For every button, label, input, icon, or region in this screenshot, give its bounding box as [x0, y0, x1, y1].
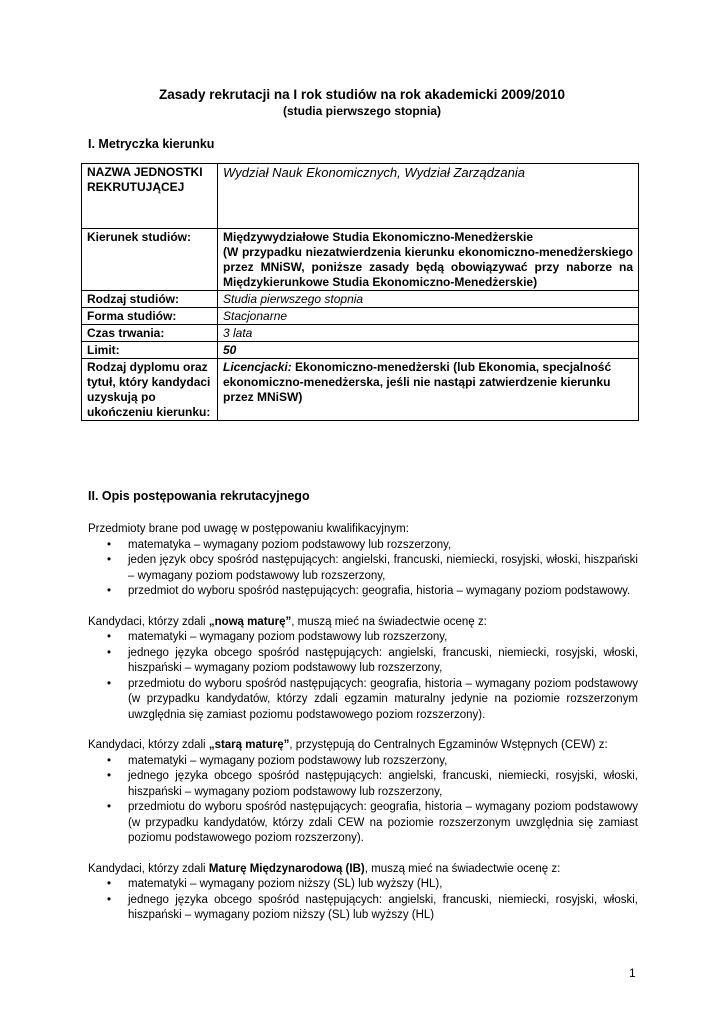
dyplom-prefix: Licencjacki:	[223, 360, 292, 374]
nowa-matura-paragraph	[88, 615, 638, 631]
list-item-text: matematyki – wymagany poziom podstawowy lub rozszerzony,	[128, 754, 448, 767]
table-row	[82, 359, 639, 421]
bullet-icon: •	[107, 893, 112, 906]
page-number: 1	[629, 966, 636, 980]
paragraph-text: Kandydaci, którzy zdali	[88, 862, 209, 875]
dyplom-value: Ekonomiczno-menedżerski (lub Ekonomia, specjalność ekonomiczno-menedżerska, jeśli nie nastąpi zatwierdzenie kierunku przez MNiSW)	[223, 360, 612, 404]
list-item	[107, 677, 638, 724]
paragraph-bold-text: „starą maturę”	[208, 739, 290, 751]
stara-matura-paragraph	[88, 738, 638, 754]
bullet-icon: •	[107, 631, 112, 643]
list-item-text: matematyka – wymagany poziom podstawowy lub rozszerzony,	[128, 538, 452, 551]
list-item-text: matematyki – wymagany poziom niższy (SL) lub wyższy (HL),	[128, 878, 443, 890]
list-item	[107, 538, 638, 554]
forma-label: Forma studiów:	[82, 308, 218, 325]
paragraph-bold-text: Maturę Międzynarodową (IB)	[208, 862, 365, 875]
section-body	[88, 522, 638, 939]
table-row	[82, 229, 639, 291]
list-item	[107, 800, 638, 847]
list-item-text: jednego języka obcego spośród następujących: angielski, francuski, niemiecki, rosyjski, włoski, hiszpański – wymagany poziom podstawowy lub rozszerzony,	[128, 770, 638, 798]
list-item	[107, 584, 638, 600]
table-row	[82, 164, 639, 229]
section-heading-opis: II. Opis postępowania rekrutacyjnego	[88, 489, 310, 503]
nowa-matura-list	[88, 630, 638, 723]
list-item-text: jednego języka obcego spośród następujących: angielski, francuski, niemiecki, rosyjski, włoski, hiszpański – wymagany poziom podstawowy lub rozszerzony,	[128, 646, 638, 674]
rodzaj-label: Rodzaj studiów:	[82, 291, 218, 308]
ib-matura-paragraph	[88, 862, 638, 878]
limit-value: 50	[218, 342, 639, 359]
bullet-icon: •	[107, 770, 112, 782]
dyplom-cell	[218, 359, 639, 421]
bullet-icon: •	[107, 878, 112, 890]
intro-paragraph: Przedmioty brane pod uwagę w postępowaniu kwalifikacyjnym:	[88, 523, 409, 535]
bullet-icon: •	[107, 677, 112, 690]
kierunek-label: Kierunek studiów:	[82, 229, 218, 291]
paragraph-bold-text: „nową maturę”	[208, 615, 292, 628]
list-item-text: przedmiot do wyboru spośród następujących: geografia, historia – wymagany poziom podstawowy.	[128, 585, 631, 597]
paragraph-text: , muszą mieć na świadectwie ocenę z:	[291, 615, 487, 628]
paragraph-text: , przystępują do Centralnych Egzaminów Wstępnych (CEW) z:	[289, 739, 608, 751]
list-item-text: przedmiotu do wyboru spośród następujących: geografia, historia – wymagany poziom podstawowy (w przypadku kandydatów, którzy zdali egzamin maturalny jedynie na poziomie rozszerzonym uwzględnia się zamiast poziomu podstawowego poziom rozszerzony).	[128, 677, 638, 721]
forma-value: Stacjonarne	[218, 308, 639, 325]
nazwa-label: NAZWA JEDNOSTKI REKRUTUJĄCEJ	[82, 164, 218, 229]
section-heading-metryczka: I. Metryczka kierunku	[88, 137, 215, 151]
list-item	[107, 553, 638, 584]
limit-label: Limit:	[82, 342, 218, 359]
bullet-icon: •	[107, 646, 112, 659]
kierunek-value: Międzywydziałowe Studia Ekonomiczno-Menedżerskie	[223, 230, 534, 244]
bullet-icon: •	[107, 585, 112, 597]
kierunek-cell	[218, 229, 639, 291]
list-item-text: przedmiotu do wyboru spośród następujących: geografia, historia – wymagany poziom podstawowy (w przypadku kandydatów, którzy zdali CEW na poziomie rozszerzonym uwzględnia się zamiast poziomu podstawowego poziom rozszerzony).	[128, 801, 638, 844]
list-item	[107, 754, 638, 770]
nazwa-value: Wydział Nauk Ekonomicznych, Wydział Zarządzania	[218, 164, 639, 229]
metryczka-table	[81, 163, 639, 421]
list-item-text: jednego języka obcego spośród następujących: angielski, francuski, niemiecki, rosyjski, włoski, hiszpański – wymagany poziom niższy (SL) lub wyższy (HL)	[128, 893, 638, 921]
bullet-icon: •	[107, 754, 112, 767]
kierunek-note: (W przypadku niezatwierdzenia kierunku ekonomiczno-menedżerskiego przez MNiSW, poniższe zasady będą obowiązywać przy naborze na Międzykierunkowe Studia Ekonomiczno-Menedżerskie)	[223, 245, 633, 289]
document-subtitle: (studia pierwszego stopnia)	[282, 104, 441, 118]
list-item	[107, 646, 638, 677]
list-item	[107, 769, 638, 800]
table-row	[82, 291, 639, 308]
list-item	[107, 630, 638, 646]
list-item-text: matematyki – wymagany poziom podstawowy lub rozszerzony,	[128, 631, 448, 643]
table-row	[82, 308, 639, 325]
ib-matura-list	[88, 877, 638, 924]
table-row	[82, 325, 639, 342]
bullet-icon: •	[107, 538, 112, 551]
dyplom-label: Rodzaj dyplomu oraz tytuł, który kandydaci uzyskują po ukończeniu kierunku:	[82, 359, 218, 421]
paragraph-text: Kandydaci, którzy zdali	[88, 615, 209, 628]
paragraph-text: , muszą mieć na świadectwie ocenę z:	[364, 862, 561, 875]
document-title: Zasady rekrutacji na I rok studiów na rok akademicki 2009/2010	[159, 87, 565, 102]
paragraph-text: Kandydaci, którzy zdali	[88, 739, 209, 751]
czas-label: Czas trwania:	[82, 325, 218, 342]
table-row	[82, 342, 639, 359]
list-item-text: jeden język obcy spośród następujących: angielski, francuski, niemiecki, rosyjski, włoski, hiszpański – wymagany poziom podstawowy lub rozszerzony,	[128, 554, 638, 582]
stara-matura-list	[88, 754, 638, 847]
list-item	[107, 877, 638, 893]
czas-value: 3 lata	[218, 325, 639, 342]
bullet-icon: •	[107, 554, 112, 566]
intro-list	[88, 538, 638, 600]
list-item	[107, 893, 638, 924]
rodzaj-value: Studia pierwszego stopnia	[218, 291, 639, 308]
bullet-icon: •	[107, 801, 112, 813]
